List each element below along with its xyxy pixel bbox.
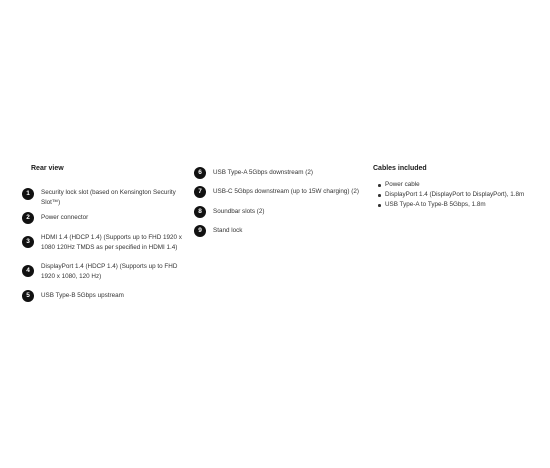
item-number-badge: 8 <box>194 206 206 218</box>
item-number-badge: 5 <box>22 290 34 302</box>
rear-item-label: Stand lock <box>213 227 243 234</box>
item-number-badge: 7 <box>194 186 206 198</box>
rear-item-label: USB Type-A 5Gbps downstream (2) <box>213 169 313 176</box>
rear-item-label: Soundbar slots (2) <box>213 208 265 215</box>
item-number-badge: 2 <box>22 212 34 224</box>
cables-included-heading: Cables included <box>373 165 427 172</box>
rear-item-9 <box>194 225 368 237</box>
cables-list <box>377 180 524 210</box>
rear-view-heading: Rear view <box>31 165 64 172</box>
rear-item-2 <box>22 212 189 224</box>
rear-item-7 <box>194 186 371 198</box>
rear-item-label: USB-C 5Gbps downstream (up to 15W charging) (2) <box>213 188 359 195</box>
rear-item-label: HDMI 1.4 (HDCP 1.4) (Supports up to FHD 1920 x 1080 120Hz TMDS as per specified in HDMI 1.4) <box>41 234 182 251</box>
cable-item: USB Type-A to Type-B 5Gbps, 1.8m <box>377 200 524 210</box>
cable-item: Power cable <box>377 180 524 190</box>
rear-item-6 <box>194 167 368 179</box>
item-number-badge: 9 <box>194 225 206 237</box>
item-number-badge: 3 <box>22 236 34 248</box>
rear-item-1 <box>22 188 189 207</box>
rear-item-5 <box>22 290 189 302</box>
item-number-badge: 4 <box>22 265 34 277</box>
item-number-badge: 1 <box>22 188 34 200</box>
item-number-badge: 6 <box>194 167 206 179</box>
rear-item-3 <box>22 236 189 252</box>
rear-item-label: DisplayPort 1.4 (HDCP 1.4) (Supports up to FHD 1920 x 1080, 120 Hz) <box>41 263 178 280</box>
rear-item-8 <box>194 206 368 218</box>
rear-item-4 <box>22 265 189 281</box>
cable-item: DisplayPort 1.4 (DisplayPort to DisplayPort), 1.8m <box>377 190 524 200</box>
rear-item-label: Security lock slot (based on Kensington Security Slot™) <box>41 189 176 206</box>
rear-item-label: USB Type-B 5Gbps upstream <box>41 292 124 299</box>
rear-item-label: Power connector <box>41 214 89 221</box>
